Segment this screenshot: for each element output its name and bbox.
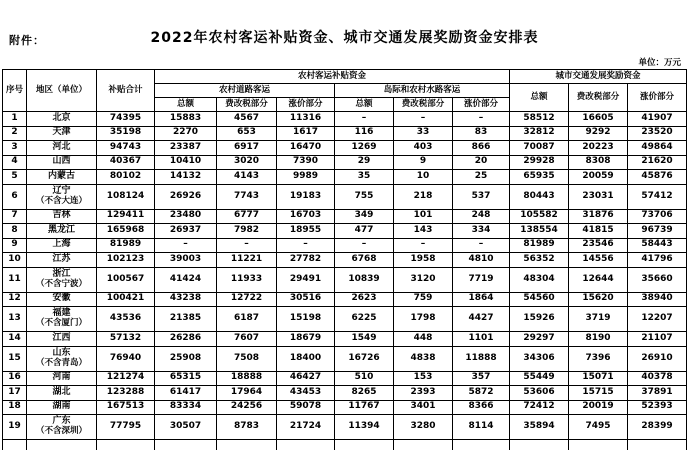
water-total-cell: 11767	[334, 400, 393, 415]
road-total-cell: 39003	[154, 253, 216, 268]
subsidy-total-cell: 129411	[96, 209, 154, 224]
water-price-cell: 4810	[452, 253, 509, 268]
water-price-cell: 248	[452, 209, 509, 224]
road-tax-cell: 11933	[216, 267, 276, 292]
water-tax-cell: 101	[393, 209, 452, 224]
header-region: 地区（单位）	[26, 70, 96, 112]
table-row	[2, 126, 686, 141]
table-row	[2, 415, 686, 440]
road-total-cell: 10410	[154, 155, 216, 170]
table-row	[2, 184, 686, 209]
urban-tax-cell: 41815	[569, 224, 628, 239]
subsidy-total-cell: 121274	[96, 371, 154, 386]
urban-total-cell: 34306	[510, 346, 569, 371]
road-price-cell: 16703	[276, 209, 334, 224]
road-total-cell: 23387	[154, 141, 216, 156]
road-price-cell: 29491	[276, 267, 334, 292]
empty-cell	[393, 440, 452, 450]
road-price-cell: 19183	[276, 184, 334, 209]
urban-total-cell: 70087	[510, 141, 569, 156]
header-sub-water: 岛际和农村水路客运	[334, 84, 509, 98]
urban-total-cell: 54560	[510, 292, 569, 307]
water-price-cell: 866	[452, 141, 509, 156]
table-row	[2, 371, 686, 386]
region-cell: 山东 （不含青岛）	[26, 346, 96, 371]
water-total-cell: 6768	[334, 253, 393, 268]
water-tax-cell: 4838	[393, 346, 452, 371]
water-total-cell: –	[334, 238, 393, 253]
region-cell: 江西	[26, 332, 96, 347]
water-tax-cell: 33	[393, 126, 452, 141]
water-tax-cell: –	[393, 112, 452, 127]
water-total-cell: 1549	[334, 332, 393, 347]
seq-cell: 13	[2, 307, 26, 332]
table-row	[2, 170, 686, 185]
header-road-amount: 总额	[154, 98, 216, 112]
road-tax-cell: 4143	[216, 170, 276, 185]
water-total-cell: 6225	[334, 307, 393, 332]
road-price-cell: 18679	[276, 332, 334, 347]
region-cell: 黑龙江	[26, 224, 96, 239]
table-row	[2, 253, 686, 268]
road-tax-cell: 7508	[216, 346, 276, 371]
water-total-cell: 116	[334, 126, 393, 141]
page-title: 2022年农村客运补贴资金、城市交通发展奖励资金安排表	[0, 27, 689, 47]
water-price-cell: 8114	[452, 415, 509, 440]
urban-price-cell: 37891	[628, 386, 687, 401]
water-tax-cell: 403	[393, 141, 452, 156]
road-price-cell: 11316	[276, 112, 334, 127]
subsidy-total-cell: 167513	[96, 400, 154, 415]
table-row	[2, 112, 686, 127]
water-tax-cell: 1958	[393, 253, 452, 268]
water-price-cell: –	[452, 112, 509, 127]
subsidy-total-cell: 76940	[96, 346, 154, 371]
header-road-tax: 费改税部分	[216, 98, 276, 112]
road-tax-cell: 7743	[216, 184, 276, 209]
region-cell: 内蒙古	[26, 170, 96, 185]
subsidy-total-cell: 108124	[96, 184, 154, 209]
road-tax-cell: 6917	[216, 141, 276, 156]
urban-tax-cell: 23546	[569, 238, 628, 253]
seq-cell: 8	[2, 224, 26, 239]
urban-tax-cell: 15715	[569, 386, 628, 401]
table-row	[2, 209, 686, 224]
urban-price-cell: 49864	[628, 141, 687, 156]
table-row	[2, 292, 686, 307]
road-price-cell: 21724	[276, 415, 334, 440]
subsidy-total-cell: 123288	[96, 386, 154, 401]
urban-price-cell: 38940	[628, 292, 687, 307]
region-cell: 湖北	[26, 386, 96, 401]
water-tax-cell: 759	[393, 292, 452, 307]
water-price-cell: 334	[452, 224, 509, 239]
empty-cell	[334, 440, 393, 450]
empty-cell	[96, 440, 154, 450]
urban-tax-cell: 8190	[569, 332, 628, 347]
road-total-cell: 41424	[154, 267, 216, 292]
urban-tax-cell: 14556	[569, 253, 628, 268]
urban-tax-cell: 7396	[569, 346, 628, 371]
header-urban-price: 涨价部分	[628, 84, 687, 112]
urban-price-cell: 35660	[628, 267, 687, 292]
urban-tax-cell: 15071	[569, 371, 628, 386]
road-price-cell: 15198	[276, 307, 334, 332]
header-group-rural: 农村客运补贴资金	[154, 70, 509, 84]
subsidy-total-cell: 165968	[96, 224, 154, 239]
table-row-partial	[2, 440, 686, 450]
road-tax-cell: 7982	[216, 224, 276, 239]
water-tax-cell: 218	[393, 184, 452, 209]
seq-cell: 7	[2, 209, 26, 224]
water-tax-cell: 2393	[393, 386, 452, 401]
empty-cell	[452, 440, 509, 450]
water-tax-cell: 3280	[393, 415, 452, 440]
empty-cell	[628, 440, 687, 450]
subsidy-total-cell: 100567	[96, 267, 154, 292]
table-row	[2, 400, 686, 415]
seq-cell: 1	[2, 112, 26, 127]
region-cell: 北京	[26, 112, 96, 127]
urban-price-cell: 58443	[628, 238, 687, 253]
water-tax-cell: 448	[393, 332, 452, 347]
table-row	[2, 224, 686, 239]
road-price-cell: 46427	[276, 371, 334, 386]
water-tax-cell: 153	[393, 371, 452, 386]
water-total-cell: 35	[334, 170, 393, 185]
urban-total-cell: 29928	[510, 155, 569, 170]
water-tax-cell: 10	[393, 170, 452, 185]
road-tax-cell: 24256	[216, 400, 276, 415]
road-total-cell: 65315	[154, 371, 216, 386]
region-cell: 山西	[26, 155, 96, 170]
urban-price-cell: 41907	[628, 112, 687, 127]
empty-cell	[276, 440, 334, 450]
road-tax-cell: 18888	[216, 371, 276, 386]
header-urban-tax: 费改税部分	[569, 84, 628, 112]
header-seq: 序号	[2, 70, 26, 112]
urban-tax-cell: 23031	[569, 184, 628, 209]
water-price-cell: 8366	[452, 400, 509, 415]
urban-total-cell: 138554	[510, 224, 569, 239]
road-tax-cell: 17964	[216, 386, 276, 401]
empty-cell	[569, 440, 628, 450]
road-price-cell: 59078	[276, 400, 334, 415]
subsidy-total-cell: 57132	[96, 332, 154, 347]
urban-total-cell: 55449	[510, 371, 569, 386]
subsidy-total-cell: 100421	[96, 292, 154, 307]
road-total-cell: 14132	[154, 170, 216, 185]
seq-cell: 19	[2, 415, 26, 440]
region-cell: 浙江 （不含宁波）	[26, 267, 96, 292]
header-group-urban: 城市交通发展奖励资金	[510, 70, 687, 84]
seq-cell: 12	[2, 292, 26, 307]
urban-price-cell: 26910	[628, 346, 687, 371]
header-water-amount: 总额	[334, 98, 393, 112]
water-total-cell: 510	[334, 371, 393, 386]
region-cell: 上海	[26, 238, 96, 253]
road-price-cell: 7390	[276, 155, 334, 170]
water-price-cell: 11888	[452, 346, 509, 371]
header-road-price: 涨价部分	[276, 98, 334, 112]
water-total-cell: 755	[334, 184, 393, 209]
subsidy-total-cell: 77795	[96, 415, 154, 440]
road-total-cell: 26937	[154, 224, 216, 239]
road-price-cell: 43453	[276, 386, 334, 401]
urban-price-cell: 96739	[628, 224, 687, 239]
seq-cell: 3	[2, 141, 26, 156]
road-total-cell: 26286	[154, 332, 216, 347]
urban-price-cell: 45876	[628, 170, 687, 185]
road-price-cell: 18400	[276, 346, 334, 371]
seq-cell: 18	[2, 400, 26, 415]
water-tax-cell: 3120	[393, 267, 452, 292]
road-tax-cell: 4567	[216, 112, 276, 127]
road-tax-cell: 6187	[216, 307, 276, 332]
region-cell: 福建 （不含厦门）	[26, 307, 96, 332]
subsidy-total-cell: 74395	[96, 112, 154, 127]
urban-price-cell: 21620	[628, 155, 687, 170]
road-total-cell: 21385	[154, 307, 216, 332]
road-tax-cell: 8783	[216, 415, 276, 440]
water-price-cell: 1101	[452, 332, 509, 347]
water-total-cell: 8265	[334, 386, 393, 401]
table-row	[2, 267, 686, 292]
table-row	[2, 332, 686, 347]
empty-cell	[26, 440, 96, 450]
region-cell: 辽宁 （不含大连）	[26, 184, 96, 209]
seq-cell: 9	[2, 238, 26, 253]
seq-cell: 4	[2, 155, 26, 170]
urban-tax-cell: 9292	[569, 126, 628, 141]
urban-price-cell: 41796	[628, 253, 687, 268]
urban-tax-cell: 12644	[569, 267, 628, 292]
urban-tax-cell: 20019	[569, 400, 628, 415]
water-total-cell: 2623	[334, 292, 393, 307]
road-tax-cell: 7607	[216, 332, 276, 347]
water-price-cell: 537	[452, 184, 509, 209]
road-price-cell: 1617	[276, 126, 334, 141]
region-cell: 江苏	[26, 253, 96, 268]
table-row	[2, 141, 686, 156]
subsidy-total-cell: 94743	[96, 141, 154, 156]
header-water-tax: 费改税部分	[393, 98, 452, 112]
road-total-cell: –	[154, 238, 216, 253]
attachment-label: 附件：	[9, 32, 45, 48]
urban-tax-cell: 7495	[569, 415, 628, 440]
seq-cell: 11	[2, 267, 26, 292]
urban-total-cell: 72412	[510, 400, 569, 415]
region-cell: 湖南	[26, 400, 96, 415]
road-price-cell: 16470	[276, 141, 334, 156]
water-tax-cell: 3401	[393, 400, 452, 415]
subsidy-total-cell: 43536	[96, 307, 154, 332]
urban-tax-cell: 31876	[569, 209, 628, 224]
road-total-cell: 15883	[154, 112, 216, 127]
urban-total-cell: 29297	[510, 332, 569, 347]
water-total-cell: 349	[334, 209, 393, 224]
water-total-cell: –	[334, 112, 393, 127]
seq-cell: 16	[2, 371, 26, 386]
road-total-cell: 2270	[154, 126, 216, 141]
table-header	[2, 70, 686, 112]
road-price-cell: 30516	[276, 292, 334, 307]
water-tax-cell: 9	[393, 155, 452, 170]
water-total-cell: 29	[334, 155, 393, 170]
urban-price-cell: 28399	[628, 415, 687, 440]
urban-price-cell: 57412	[628, 184, 687, 209]
subsidy-total-cell: 102123	[96, 253, 154, 268]
road-total-cell: 26926	[154, 184, 216, 209]
water-price-cell: 25	[452, 170, 509, 185]
water-price-cell: 7719	[452, 267, 509, 292]
header-water-price: 涨价部分	[452, 98, 509, 112]
water-total-cell: 477	[334, 224, 393, 239]
region-cell: 广东 （不含深圳）	[26, 415, 96, 440]
urban-price-cell: 73706	[628, 209, 687, 224]
road-tax-cell: 12722	[216, 292, 276, 307]
urban-tax-cell: 20059	[569, 170, 628, 185]
urban-tax-cell: 8308	[569, 155, 628, 170]
water-price-cell: 357	[452, 371, 509, 386]
subsidy-table	[2, 69, 687, 450]
water-price-cell: 20	[452, 155, 509, 170]
water-tax-cell: 1798	[393, 307, 452, 332]
urban-total-cell: 35894	[510, 415, 569, 440]
region-cell: 河北	[26, 141, 96, 156]
road-total-cell: 83334	[154, 400, 216, 415]
urban-total-cell: 80443	[510, 184, 569, 209]
road-total-cell: 43238	[154, 292, 216, 307]
urban-total-cell: 48304	[510, 267, 569, 292]
seq-cell: 10	[2, 253, 26, 268]
water-tax-cell: –	[393, 238, 452, 253]
road-total-cell: 25908	[154, 346, 216, 371]
urban-total-cell: 56352	[510, 253, 569, 268]
water-total-cell: 10839	[334, 267, 393, 292]
water-price-cell: 5872	[452, 386, 509, 401]
empty-cell	[216, 440, 276, 450]
table-row	[2, 155, 686, 170]
subsidy-total-cell: 81989	[96, 238, 154, 253]
header-urban-amount: 总额	[510, 84, 569, 112]
empty-cell	[154, 440, 216, 450]
road-total-cell: 30507	[154, 415, 216, 440]
region-cell: 安徽	[26, 292, 96, 307]
seq-cell: 5	[2, 170, 26, 185]
urban-tax-cell: 20223	[569, 141, 628, 156]
road-tax-cell: 6777	[216, 209, 276, 224]
table-row	[2, 307, 686, 332]
seq-cell: 2	[2, 126, 26, 141]
urban-price-cell: 12207	[628, 307, 687, 332]
seq-cell: 14	[2, 332, 26, 347]
urban-total-cell: 58512	[510, 112, 569, 127]
region-cell: 天津	[26, 126, 96, 141]
urban-total-cell: 15926	[510, 307, 569, 332]
table-body	[2, 112, 686, 450]
urban-tax-cell: 3719	[569, 307, 628, 332]
road-tax-cell: 3020	[216, 155, 276, 170]
road-price-cell: –	[276, 238, 334, 253]
urban-price-cell: 21107	[628, 332, 687, 347]
water-price-cell: 4427	[452, 307, 509, 332]
header-subsidy-total: 补贴合计	[96, 70, 154, 112]
road-price-cell: 9989	[276, 170, 334, 185]
water-price-cell: 1864	[452, 292, 509, 307]
urban-tax-cell: 15620	[569, 292, 628, 307]
road-price-cell: 18955	[276, 224, 334, 239]
urban-price-cell: 52393	[628, 400, 687, 415]
empty-cell	[2, 440, 26, 450]
urban-total-cell: 32812	[510, 126, 569, 141]
seq-cell: 6	[2, 184, 26, 209]
urban-total-cell: 53606	[510, 386, 569, 401]
water-total-cell: 11394	[334, 415, 393, 440]
table-row	[2, 346, 686, 371]
header-sub-road: 农村道路客运	[154, 84, 334, 98]
seq-cell: 17	[2, 386, 26, 401]
urban-tax-cell: 16605	[569, 112, 628, 127]
unit-label: 单位：万元	[0, 56, 681, 68]
subsidy-total-cell: 35198	[96, 126, 154, 141]
table-row	[2, 238, 686, 253]
urban-total-cell: 81989	[510, 238, 569, 253]
water-total-cell: 1269	[334, 141, 393, 156]
water-price-cell: –	[452, 238, 509, 253]
subsidy-total-cell: 40367	[96, 155, 154, 170]
region-cell: 河南	[26, 371, 96, 386]
region-cell: 吉林	[26, 209, 96, 224]
road-total-cell: 23480	[154, 209, 216, 224]
water-tax-cell: 143	[393, 224, 452, 239]
subsidy-total-cell: 80102	[96, 170, 154, 185]
urban-price-cell: 40378	[628, 371, 687, 386]
urban-price-cell: 23520	[628, 126, 687, 141]
road-tax-cell: 653	[216, 126, 276, 141]
empty-cell	[510, 440, 569, 450]
road-price-cell: 27782	[276, 253, 334, 268]
road-tax-cell: –	[216, 238, 276, 253]
water-total-cell: 16726	[334, 346, 393, 371]
road-tax-cell: 11221	[216, 253, 276, 268]
road-total-cell: 61417	[154, 386, 216, 401]
urban-total-cell: 105582	[510, 209, 569, 224]
seq-cell: 15	[2, 346, 26, 371]
water-price-cell: 83	[452, 126, 509, 141]
urban-total-cell: 65935	[510, 170, 569, 185]
table-row	[2, 386, 686, 401]
